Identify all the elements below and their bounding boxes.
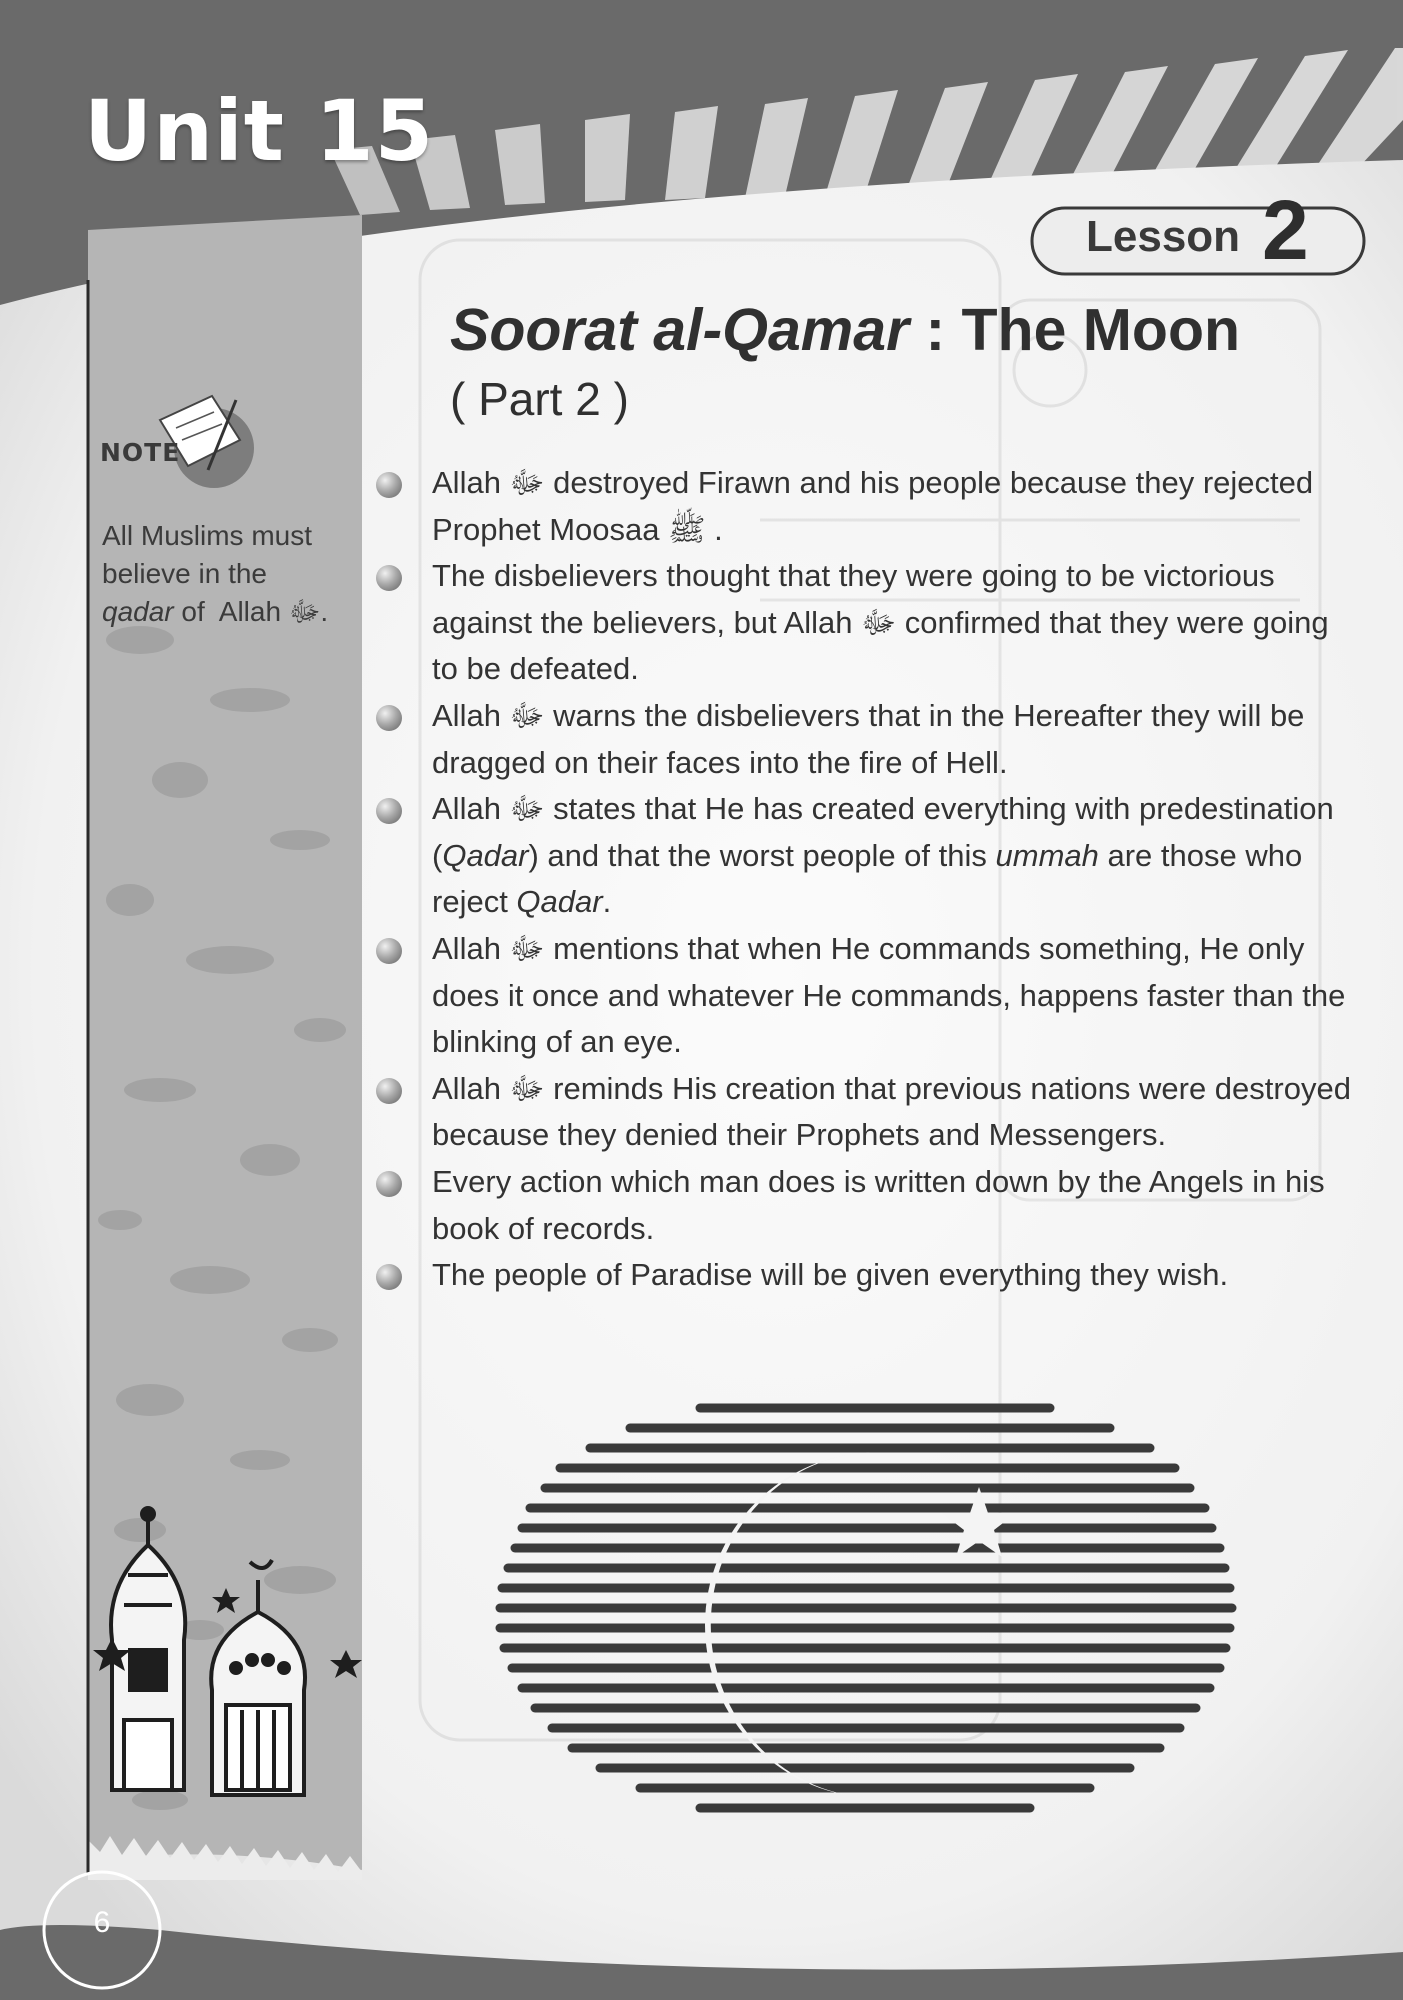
- list-item-text: The disbelievers thought that they were going to be victorious against the believers, but Allah ﷻ confirmed that they were going to be defeated.: [432, 558, 1329, 687]
- list-item-text: are those who reject: [432, 837, 1303, 920]
- list-item-text: Allah ﷻ mentions that when He commands something, He only does it once and whatever He commands, happens faster than the blinking of an eye.: [432, 930, 1346, 1060]
- title-plain: The Moon: [961, 297, 1241, 363]
- lesson-label: Lesson: [1086, 212, 1241, 261]
- bullet-dot-icon: [376, 1171, 402, 1197]
- list-item: [374, 926, 1354, 1066]
- note-label: NOTE: [100, 438, 181, 467]
- note-line: [102, 593, 362, 631]
- list-item-text: ) and that the worst people of this: [528, 837, 996, 873]
- note-line: believe in the: [102, 558, 268, 589]
- title-italic: Soorat al-Qamar: [450, 297, 910, 363]
- page-title: [450, 296, 1240, 364]
- bullet-dot-icon: [376, 472, 402, 498]
- bullet-dot-icon: [376, 938, 402, 964]
- list-item-text: Allah ﷻ warns the disbelievers that in the Hereafter they will be dragged on their faces into the fire of Hell.: [432, 697, 1305, 780]
- list-item-italic-text: Qadar: [516, 884, 603, 920]
- page-subtitle: ( Part 2 ): [450, 373, 629, 425]
- bullet-dot-icon: [376, 798, 402, 824]
- list-item-text: Allah ﷻ reminds His creation that previous nations were destroyed because they denied their Prophets and Messengers.: [432, 1070, 1351, 1153]
- list-item-text: .: [602, 884, 612, 920]
- bullet-dot-icon: [376, 565, 402, 591]
- list-item: [374, 1159, 1354, 1252]
- page-number: 6: [93, 1906, 111, 1939]
- lesson-number: 2: [1262, 183, 1309, 277]
- list-item: [374, 1252, 1354, 1299]
- bullet-dot-icon: [376, 1264, 402, 1290]
- list-item: [374, 553, 1354, 693]
- list-item: [374, 460, 1354, 553]
- unit-title: Unit 15: [84, 82, 435, 180]
- list-item-italic-text: ummah: [995, 837, 1099, 873]
- bullet-dot-icon: [376, 1078, 402, 1104]
- title-separator: :: [909, 297, 962, 363]
- list-item-text: Allah ﷻ destroyed Firawn and his people because they rejected Prophet Moosaa ﷺ .: [432, 465, 1314, 547]
- list-item: [374, 1066, 1354, 1159]
- list-item-text: Every action which man does is written down by the Angels in his book of records.: [432, 1163, 1325, 1246]
- note-tail: of Allah ﷻ.: [173, 596, 329, 627]
- note-text: [102, 517, 362, 631]
- list-item-text: Allah ﷻ states that He has created everything with predestination (: [432, 791, 1334, 873]
- crescent-moon-star-icon: [500, 1408, 1232, 1808]
- note-italic: qadar: [102, 596, 174, 627]
- bullet-dot-icon: [376, 705, 402, 731]
- list-item-text: The people of Paradise will be given everything they wish.: [432, 1257, 1229, 1293]
- list-item: [374, 786, 1354, 926]
- list-item: [374, 693, 1354, 786]
- note-line: All Muslims must: [102, 520, 313, 551]
- list-item-italic-text: Qadar: [442, 837, 529, 873]
- lesson-points-list: [374, 460, 1354, 1299]
